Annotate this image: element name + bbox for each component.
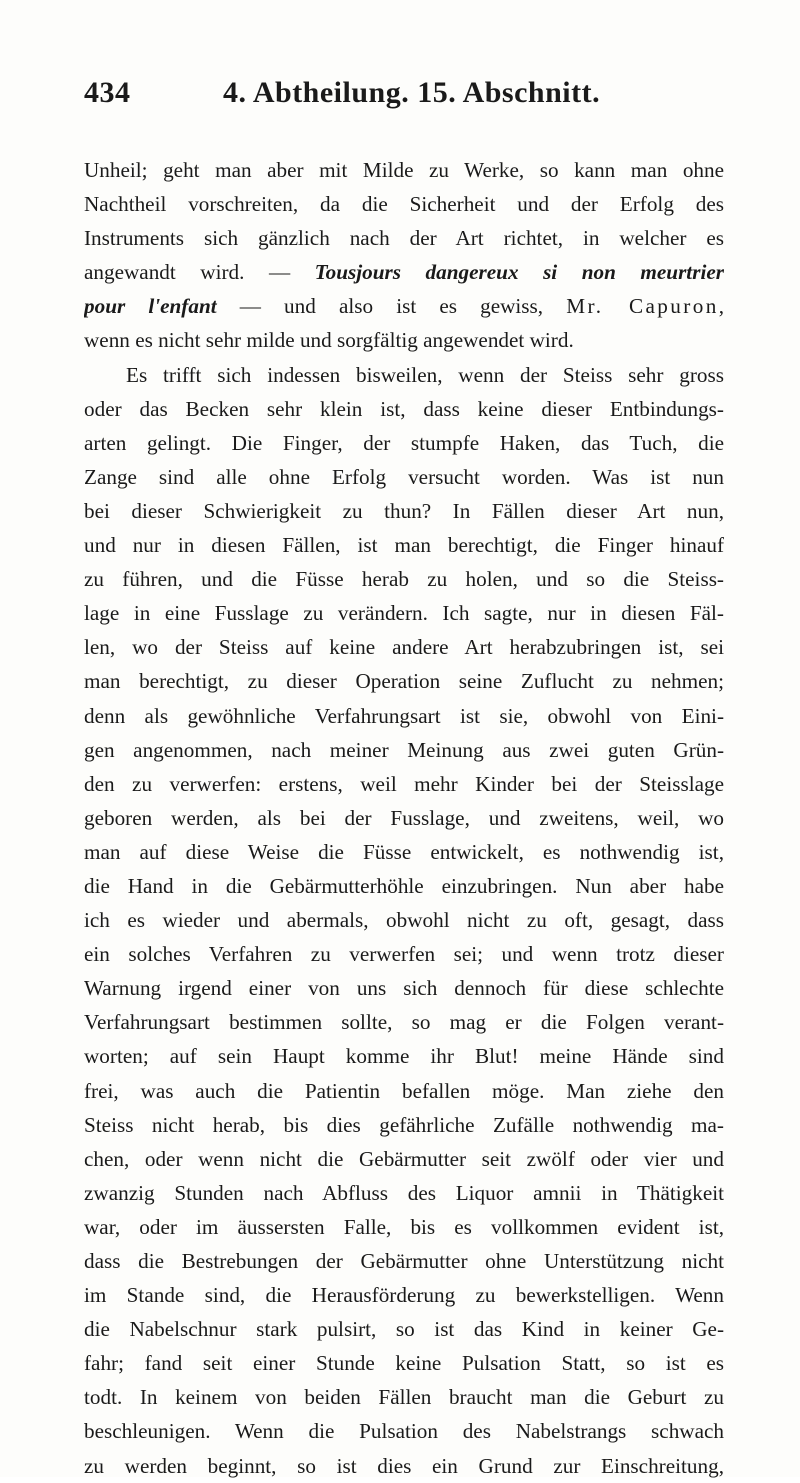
text-run: len, wo der Steiss auf keine andere Art herabzubringen ist, sei (84, 635, 724, 660)
text-run: geboren werden, als bei der Fusslage, und zweitens, weil, wo (84, 805, 724, 830)
text-run: und nur in diesen Fällen, ist man berechtigt, die Finger hinauf (84, 533, 724, 558)
text-line (84, 1346, 724, 1380)
text-run: chen, oder wenn nicht die Gebärmutter seit zwölf oder vier und (84, 1146, 724, 1171)
text-run: wenn es nicht sehr milde und sorgfältig angewendet wird. (84, 328, 574, 353)
text-line (84, 664, 724, 698)
text-line (84, 937, 724, 971)
text-run: ich es wieder und abermals, obwohl nicht zu oft, gesagt, dass (84, 908, 724, 933)
text-line (84, 971, 724, 1005)
text-line (84, 221, 724, 255)
text-run: Nachtheil vorschreiten, da die Sicherheit und der Erfolg des (84, 192, 724, 217)
text-line (84, 528, 724, 562)
text-run: Instruments sich gänzlich nach der Art richtet, in welcher es (84, 226, 724, 251)
text-line (84, 1176, 724, 1210)
text-run: worten; auf sein Haupt komme ihr Blut! meine Hände sind (84, 1044, 724, 1069)
text-line (84, 494, 724, 528)
text-run: zu werden beginnt, so ist dies ein Grund zur Einschreitung, (84, 1453, 724, 1478)
text-run: Verfahrungsart bestimmen sollte, so mag er die Folgen verant- (84, 1010, 724, 1035)
text-run: man berechtigt, zu dieser Operation seine Zuflucht zu nehmen; (84, 669, 724, 694)
text-line (84, 426, 724, 460)
text-line (84, 767, 724, 801)
text-run: Zange sind alle ohne Erfolg versucht worden. Was ist nun (84, 464, 724, 489)
text-line (84, 1244, 724, 1278)
text-run: den zu verwerfen: erstens, weil mehr Kinder bei der Steisslage (84, 771, 724, 796)
page-number: 434 (84, 76, 131, 109)
text-run: lage in eine Fusslage zu verändern. Ich sagte, nur in diesen Fäl- (84, 601, 724, 626)
text-line (84, 1108, 724, 1142)
text-run: gen angenommen, nach meiner Meinung aus zwei guten Grün- (84, 737, 724, 762)
text-run: Unheil; geht man aber mit Milde zu Werke, so kann man ohne (84, 158, 724, 182)
text-line (84, 1039, 724, 1073)
text-run: todt. In keinem von beiden Fällen braucht man die Geburt zu (84, 1385, 724, 1410)
text-run: man auf diese Weise die Füsse entwickelt, es nothwendig ist, (84, 839, 724, 864)
text-run: die Nabelschnur stark pulsirt, so ist das Kind in keiner Ge- (84, 1317, 724, 1342)
text-line (84, 460, 724, 494)
text-line (84, 1210, 724, 1244)
text-line (84, 358, 724, 392)
text-run: fahr; fand seit einer Stunde keine Pulsation Statt, so ist es (84, 1351, 724, 1376)
text-line (84, 1449, 724, 1483)
text-run: zwanzig Stunden nach Abfluss des Liquor amnii in Thätigkeit (84, 1180, 724, 1205)
text-line (84, 1380, 724, 1414)
text-run: , (718, 294, 724, 319)
text-line (84, 255, 724, 289)
text-line (84, 903, 724, 937)
text-run: bei dieser Schwierigkeit zu thun? In Fällen dieser Art nun, (84, 498, 724, 523)
text-run: Steiss nicht herab, bis dies gefährliche Zufälle nothwendig ma- (84, 1112, 724, 1137)
text-line (84, 153, 724, 187)
italic-phrase: pour l'enfant (84, 294, 217, 319)
text-run: — und also ist es gewiss, (216, 294, 567, 319)
text-line (84, 699, 724, 733)
text-run: im Stande sind, die Herausförderung zu bewerkstelligen. Wenn (84, 1283, 724, 1308)
italic-phrase: Tousjours dangereux si non meurtrier (314, 260, 724, 285)
text-line (84, 323, 724, 357)
text-run: Warnung irgend einer von uns sich dennoch für diese schlechte (84, 976, 724, 1001)
text-line (84, 187, 724, 221)
text-line (84, 733, 724, 767)
text-line (84, 1142, 724, 1176)
text-run: frei, was auch die Patientin befallen möge. Man ziehe den (84, 1078, 724, 1103)
text-line (84, 1005, 724, 1039)
text-line (84, 562, 724, 596)
spaced-name: Mr. Capuron (566, 294, 719, 319)
text-run: angewandt wird. — (84, 260, 315, 285)
text-run: arten gelingt. Die Finger, der stumpfe Haken, das Tuch, die (84, 430, 724, 455)
text-line (84, 1414, 724, 1448)
text-line (84, 1074, 724, 1108)
text-run: oder das Becken sehr klein ist, dass keine dieser Entbindungs- (84, 396, 724, 421)
running-head (84, 76, 724, 116)
text-run: beschleunigen. Wenn die Pulsation des Nabelstrangs schwach (84, 1419, 724, 1444)
text-line (84, 801, 724, 835)
text-line (84, 1278, 724, 1312)
text-run: denn als gewöhnliche Verfahrungsart ist sie, obwohl von Eini- (84, 703, 724, 728)
text-run: die Hand in die Gebärmutterhöhle einzubringen. Nun aber habe (84, 873, 724, 898)
text-line (84, 392, 724, 426)
text-line (84, 630, 724, 664)
text-line (84, 1312, 724, 1346)
text-line (84, 289, 724, 323)
text-line (84, 835, 724, 869)
section-title: 4. Abtheilung. 15. Abschnitt. (223, 76, 601, 109)
text-run: dass die Bestrebungen der Gebärmutter ohne Unterstützung nicht (84, 1249, 724, 1273)
body-text (84, 153, 724, 1483)
text-run: war, oder im äussersten Falle, bis es vollkommen evident ist, (84, 1214, 724, 1239)
text-line (84, 596, 724, 630)
text-run: ein solches Verfahren zu verwerfen sei; und wenn trotz dieser (84, 942, 724, 967)
text-run: zu führen, und die Füsse herab zu holen, und so die Steiss- (84, 567, 724, 592)
text-run: Es trifft sich indessen bisweilen, wenn der Steiss sehr gross (126, 362, 724, 387)
text-line (84, 869, 724, 903)
